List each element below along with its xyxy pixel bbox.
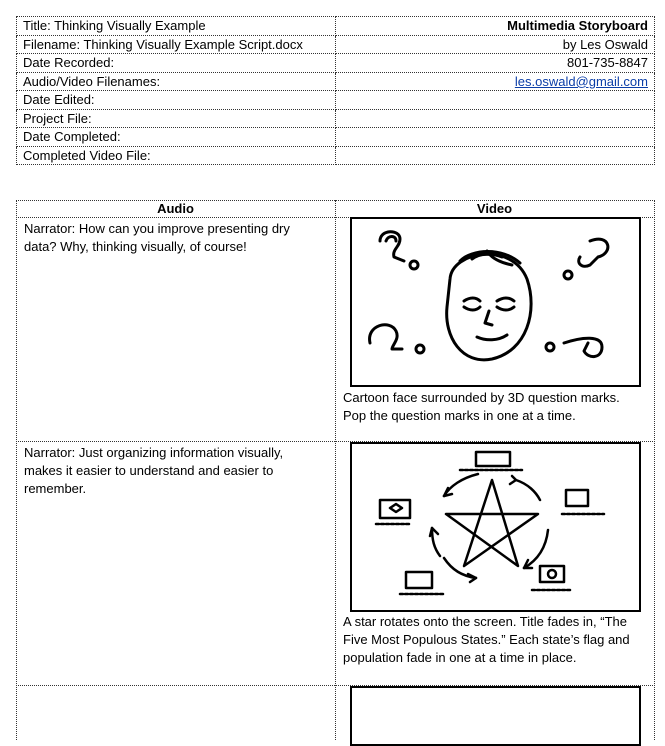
av-filenames-field: Audio/Video Filenames: <box>17 72 336 91</box>
audio-text-line: Narrator: Just organizing information visually, <box>24 445 284 460</box>
video-text-line: A star rotates onto the screen. Title fades in, “The <box>343 614 627 629</box>
audio-text-line: data? Why, thinking visually, of course! <box>24 239 247 254</box>
filename-field: Filename: Thinking Visually Example Script.docx <box>17 35 336 54</box>
meta-row <box>17 91 655 110</box>
column-divider <box>335 200 336 740</box>
metadata-table <box>16 16 655 165</box>
table-border-right <box>654 200 655 740</box>
sketch-frame-partial <box>350 686 641 746</box>
audio-column-header: Audio <box>157 201 194 216</box>
video-text-line: Five Most Populous States.” Each state’s flag and <box>343 632 630 647</box>
email-link[interactable]: les.oswald@gmail.com <box>514 73 648 89</box>
audio-text-line: makes it easier to understand and easier to <box>24 463 274 478</box>
completed-video-field: Completed Video File: <box>17 146 336 165</box>
storyboard-table <box>16 200 655 740</box>
sketch-face-question-marks <box>350 217 641 387</box>
project-file-field: Project File: <box>17 109 336 128</box>
date-recorded-field: Date Recorded: <box>17 54 336 73</box>
video-text-line: Cartoon face surrounded by 3D question marks. <box>343 390 620 405</box>
video-column-header: Video <box>476 201 513 216</box>
audio-cell <box>24 220 290 256</box>
meta-row <box>17 146 655 165</box>
meta-row <box>17 128 655 147</box>
audio-text-line: remember. <box>24 481 87 496</box>
phone-number: 801-735-8847 <box>336 54 655 73</box>
meta-row <box>17 72 655 91</box>
author-label: by Les Oswald <box>336 35 655 54</box>
video-cell <box>343 389 620 425</box>
title-field: Title: Thinking Visually Example <box>17 17 336 36</box>
meta-row <box>17 35 655 54</box>
table-border-left <box>16 200 17 740</box>
storyboard-label: Multimedia Storyboard <box>336 17 655 36</box>
date-edited-field: Date Edited: <box>17 91 336 110</box>
star-sketch-image <box>352 444 638 609</box>
meta-row <box>17 109 655 128</box>
date-completed-field: Date Completed: <box>17 128 336 147</box>
meta-row <box>17 54 655 73</box>
video-text-line: population fade in one at a time in place. <box>343 650 577 665</box>
sketch-star-diagram <box>350 442 641 612</box>
meta-row <box>17 17 655 36</box>
audio-text-line: Narrator: How can you improve presenting dry <box>24 221 290 236</box>
audio-cell <box>24 444 283 498</box>
face-sketch-image <box>352 219 638 384</box>
video-cell <box>343 613 630 667</box>
video-text-line: Pop the question marks in one at a time. <box>343 408 576 423</box>
